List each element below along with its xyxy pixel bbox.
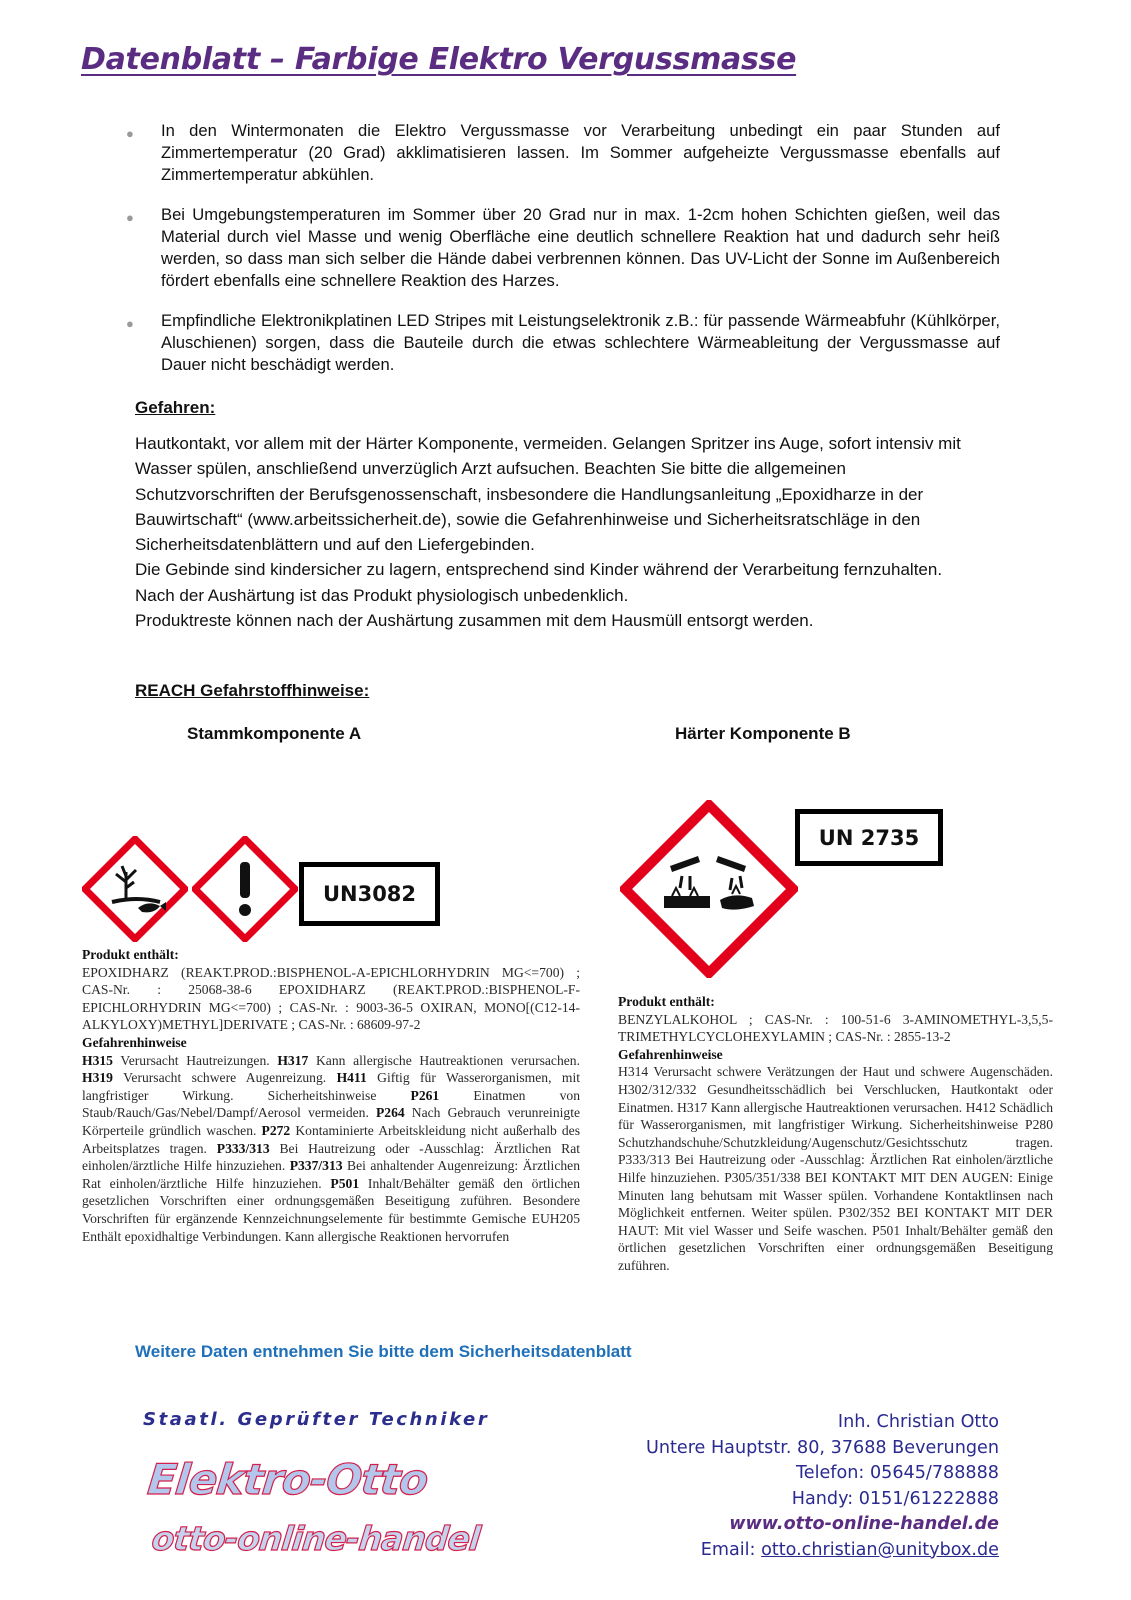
notes-list — [124, 120, 1000, 394]
contact-email-row — [646, 1538, 999, 1564]
hazard-statements: H315 Verursacht Hautreizungen. H317 Kann allergische Hautreaktionen verursachen. H319 Verursacht schwere Augenreizung. H411 Giftig für Wasserorganismen, mit langfristiger Wirkung. Sicherheitshinweise P261 Einatmen von Staub/Rauch/Gas/Nebel/Dampf/Aerosol vermeiden. P264 Nach Gebrauch verunreinigte Körperteile gründlich waschen. P272 Kontaminierte Arbeitskleidung nicht außerhalb des Arbeitsplatzes tragen. P333/313 Bei Hautreizung oder -Ausschlag: Ärztlichen Rat einholen/ärztliche Hilfe hinzuziehen. P337/313 Bei anhaltender Augenreizung: Ärztlichen Rat einholen/ärztliche Hilfe hinzuziehen. P501 Inhalt/Behälter gemäß den örtlichen gesetzlichen Vorschriften einer ordnungsgemäßen Beseitigung zuführen. Besondere Vorschriften für ergänzende Kennzeichnungselemente für bestimmte Gemische EUH205 Enthält epoxidhaltige Verbindungen. Kann allergische Reaktionen hervorrufen — [82, 1052, 580, 1244]
component-b-details — [618, 993, 1053, 1275]
hazards-paragraph: Nach der Aushärtung ist das Produkt physiologisch unbedenklich. — [135, 585, 629, 605]
logo-tagline: Staatl. Geprüfter Techniker — [143, 1409, 490, 1430]
contains-label: Produkt enthält: — [82, 947, 179, 962]
reach-heading: REACH Gefahrstoffhinweise: — [135, 681, 370, 700]
exclamation-hazard-icon — [192, 836, 298, 942]
contact-mobile: Handy: 0151/61222888 — [791, 1488, 999, 1509]
list-item-text: Bei Umgebungstemperaturen im Sommer über 20 Grad nur in max. 1-2cm hohen Schichten gießen, weil das Material durch viel Masse und wenig Oberfläche eine deutlich schnellere Reaktion hat und dadurch sehr heiß werden, so dass man sich selber die Hände dabei verbrennen können. Das UV-Licht der Sonne im Außenbereich fördert ebenfalls eine schnellere Reaktion des Harzes. — [161, 205, 1000, 290]
email-label: Email: — [700, 1539, 762, 1560]
component-a-title: Stammkomponente A — [187, 724, 362, 743]
hazards-paragraph: Produktreste können nach der Aushärtung zusammen mit dem Hausmüll entsorgt werden. — [135, 611, 814, 631]
hazards-paragraph: Die Gebinde sind kindersicher zu lagern, entsprechend sind Kinder während der Verarbeitung fernzuhalten. — [135, 560, 943, 580]
contact-address: Untere Hauptstr. 80, 37688 Beverungen — [645, 1437, 999, 1458]
contact-owner: Inh. Christian Otto — [837, 1412, 999, 1432]
hazards-heading: Gefahren: — [135, 398, 216, 417]
list-item — [124, 310, 1000, 376]
contact-block — [646, 1410, 999, 1563]
logo-company: Elektro-Otto — [145, 1455, 430, 1504]
un-number-a: UN3082 — [299, 862, 440, 926]
list-item — [124, 120, 1000, 186]
list-item-text: In den Wintermonaten die Elektro Vergussmasse vor Verarbeitung unbedingt ein paar Stunden auf Zimmertemperatur (20 Grad) akklimatisieren lassen. Im Sommer aufgeheizte Vergussmasse ebenfalls auf Zimmertemperatur abkühlen. — [161, 121, 1000, 184]
hazard-label: Gefahrenhinweise — [82, 1034, 187, 1050]
bullet-icon: ● — [126, 126, 134, 141]
bullet-icon: ● — [126, 210, 134, 225]
list-item — [124, 204, 1000, 292]
hazards-text — [135, 431, 985, 633]
environment-hazard-icon — [82, 836, 188, 942]
un-number-b: UN 2735 — [795, 809, 943, 866]
more-info-note: Weitere Daten entnehmen Sie bitte dem Sicherheitsdatenblatt — [135, 1342, 632, 1361]
contact-phone: Telefon: 05645/788888 — [796, 1463, 999, 1483]
hazard-label: Gefahrenhinweise — [618, 1046, 723, 1062]
component-a-details — [82, 946, 580, 1245]
logo-shop: otto-online-handel — [149, 1519, 482, 1558]
email-link[interactable]: otto.christian@unitybox.de — [761, 1539, 999, 1560]
hazard-statements: H314 Verursacht schwere Verätzungen der Haut und schwere Augenschäden. H302/312/332 Gesundheitsschädlich bei Verschlucken, Hautkontakt oder Einatmen. H317 Kann allergische Hautreaktionen verursachen. H412 Schädlich für Wasserorganismen, mit langfristiger Wirkung. Sicherheitshinweise P280 Schutzhandschuhe/Schutzkleidung/Augenschutz/Gesichtsschutz tragen. P333/313 Bei Hautreizung oder -Ausschlag: Ärztlichen Rat einholen/ärztliche Hilfe hinzuziehen. P305/351/338 BEI KONTAKT MIT DEN AUGEN: Einige Minuten lang behutsam mit Wasser spülen. Vorhandene Kontaktlinsen nach Möglichkeit entfernen. Weiter spülen. P302/352 BEI KONTAKT MIT DER HAUT: Mit viel Wasser und Seife waschen. P501 Inhalt/Behälter gemäß den örtlichen gesetzlichen Vorschriften einer ordnungsgemäßen Beseitigung zuführen. — [618, 1064, 1053, 1273]
contains-label: Produkt enthält: — [618, 994, 715, 1009]
list-item-text: Empfindliche Elektronikplatinen LED Stripes mit Leistungselektronik z.B.: für passende Wärmeabfuhr (Kühlkörper, Aluschienen) sorgen, dass die Bauteile durch die etwas schlechtere Wärmeableitung der Vergussmasse auf Dauer nicht beschädigt werden. — [161, 311, 1000, 374]
corrosive-hazard-icon — [620, 800, 798, 978]
page-title: Datenblatt – Farbige Elektro Vergussmasse — [81, 42, 797, 77]
website-link[interactable]: www.otto-online-handel.de — [729, 1514, 999, 1534]
bullet-icon: ● — [126, 316, 134, 331]
contains-text: BENZYLALKOHOL ; CAS-Nr. : 100-51-6 3-AMINOMETHYL-3,5,5-TRIMETHYLCYCLOHEXYLAMIN ; CAS-Nr. : 2855-13-2 — [618, 1011, 1053, 1045]
contains-text: EPOXIDHARZ (REAKT.PROD.:BISPHENOL-A-EPICHLORHYDRIN MG<=700) ; CAS-Nr. : 25068-38-6 EPOXIDHARZ (REAKT.PROD.:BISPHENOL-F-EPICHLORHYDRIN MG<=700) ; CAS-Nr. : 9003-36-5 OXIRAN, MONO[(C12-14-ALKYLOXY)METHYL]DERIVATE ; CAS-Nr. : 68609-97-2 — [82, 964, 580, 1033]
component-b-title: Härter Komponente B — [675, 724, 851, 743]
hazards-paragraph: Hautkontakt, vor allem mit der Härter Komponente, vermeiden. Gelangen Spritzer ins Auge, sofort intensiv mit Wasser spülen, anschließend unverzüglich Arzt aufsuchen. Beachten Sie bitte die allgemeinen Schutzvorschriften der Berufsgenossenschaft, insbesondere die Handlungsanleitung „Epoxidharze in der Bauwirtschaft“ (www.arbeitssicherheit.de), sowie die Gefahrenhinweise und Sicherheitsratschläge in den Sicherheitsdatenblättern und auf den Liefergebinden. — [135, 434, 961, 555]
